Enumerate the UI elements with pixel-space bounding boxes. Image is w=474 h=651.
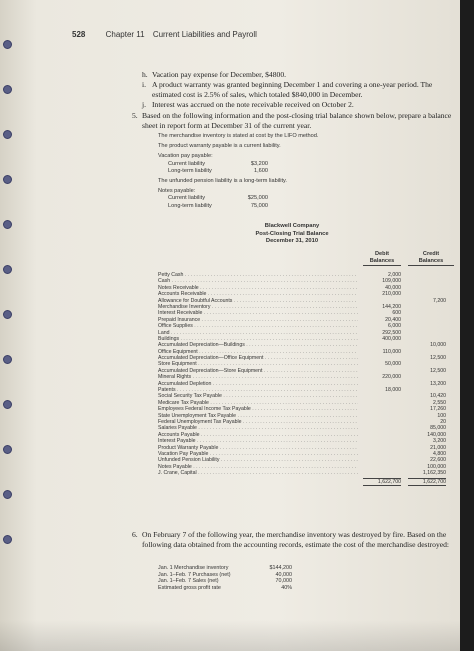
account-name: Land . . .: [158, 330, 358, 336]
credit-amount: 12,500: [430, 367, 446, 374]
list-item: Current liability $3,200: [168, 160, 268, 167]
debit-amount: 600: [392, 310, 401, 317]
account-name: Social Security Tax Payable . . .: [158, 393, 358, 399]
binder-ring: [3, 130, 12, 139]
binder-ring: [3, 220, 12, 229]
account-name: Cash . . .: [158, 278, 358, 284]
account-name: Store Equipment . . .: [158, 361, 358, 367]
binder-ring: [3, 535, 12, 544]
credit-amount: 17,260: [430, 406, 446, 413]
account-name: Mineral Rights . . .: [158, 374, 358, 380]
credit-amount: 22,600: [430, 457, 446, 464]
account-name: Buildings . . .: [158, 336, 358, 342]
account-name: Employees Federal Income Tax Payable . . .: [158, 406, 358, 412]
list-item: i. A product warranty was granted beginning December 1 and covering a one-year period. The estimated cost is 2.5% of sales, which totaled $840,000 in December.: [142, 80, 433, 99]
binder-ring: [3, 85, 12, 94]
account-name: Office Supplies . . .: [158, 323, 358, 329]
credit-amount: 7,200: [433, 297, 446, 304]
account-name: Office Equipment . . .: [158, 349, 358, 355]
account-name: Merchandise Inventory . . .: [158, 304, 358, 310]
debit-amount: 400,000: [382, 335, 401, 342]
total-debit: 1,622,700: [363, 478, 401, 486]
credit-amount: 20: [440, 418, 446, 425]
account-name: Accumulated Depreciation—Office Equipment . . .: [158, 355, 358, 361]
credit-amount: 85,000: [430, 425, 446, 432]
debit-amount: 210,000: [382, 291, 401, 298]
debit-amount: 50,000: [385, 361, 401, 368]
debit-amount: 40,000: [385, 284, 401, 291]
binder-ring: [3, 400, 12, 409]
problem-text: On February 7 of the following year, the merchandise inventory was destroyed by fire. Based on the following data obtained from the accounting records, estimate the cost of the merchandise destroyed:: [142, 530, 450, 549]
list-item: Jan. 1–Feb. 7 Purchases (net) 40,000: [158, 571, 292, 578]
account-name: Accumulated Depreciation—Store Equipment . . .: [158, 368, 358, 374]
vacation-heading: Vacation pay payable:: [158, 153, 213, 160]
table-row: [158, 470, 458, 476]
binder-rings: [3, 40, 17, 580]
page-header: [72, 30, 257, 39]
page-number: 528: [72, 30, 86, 39]
chapter-title: Current Liabilities and Payroll: [152, 30, 257, 39]
note: The merchandise inventory is stated at cost by the LIFO method.: [158, 133, 319, 139]
account-name: J. Crane, Capital . . .: [158, 470, 358, 476]
account-name: Accounts Receivable . . .: [158, 291, 358, 297]
account-name: Salaries Payable . . .: [158, 425, 358, 431]
credit-amount: 10,420: [430, 393, 446, 400]
account-name: Medicare Tax Payable . . .: [158, 400, 358, 406]
statement-title: Post-Closing Trial Balance: [255, 230, 329, 237]
account-name: Accumulated Depreciation—Buildings . . .: [158, 342, 358, 348]
binder-ring: [3, 445, 12, 454]
problem-5: [132, 111, 460, 131]
account-name: Unfunded Pension Liability . . .: [158, 457, 358, 463]
problem-text: Based on the following information and the post-closing trial balance shown below, prepare a balance sheet in report form at December 31 of the current year.: [142, 111, 452, 130]
account-name: Notes Payable . . .: [158, 464, 358, 470]
account-name: Vacation Pay Payable . . .: [158, 451, 358, 457]
note: The product warranty payable is a current liability.: [158, 143, 281, 150]
debit-amount: 220,000: [382, 374, 401, 381]
binder-ring: [3, 40, 12, 49]
problem-number: 6.: [132, 530, 138, 539]
list-item: Jan. 1–Feb. 7 Sales (net) 70,000: [158, 578, 292, 585]
credit-amount: 140,000: [427, 431, 446, 438]
statement-date: December 31, 2010: [265, 238, 319, 245]
trial-balance-table: [158, 272, 458, 484]
account-name: Petty Cash . . .: [158, 272, 358, 278]
binder-ring: [3, 175, 12, 184]
list-item: Long-term liability 75,000: [168, 202, 268, 209]
debit-amount: 6,000: [388, 323, 401, 330]
total-row: [158, 478, 458, 484]
credit-amount: 4,800: [433, 450, 446, 457]
credit-amount: 100: [437, 412, 446, 419]
company-name: Blackwell Company: [264, 223, 320, 229]
account-name: Prepaid Insurance . . .: [158, 317, 358, 323]
credit-amount: 1,162,350: [422, 470, 446, 477]
binder-ring: [3, 310, 12, 319]
binder-ring: [3, 265, 12, 274]
binder-ring: [3, 490, 12, 499]
fire-loss-data: [158, 565, 298, 591]
debit-amount: 109,000: [382, 278, 401, 285]
problem-5-notes: [158, 133, 418, 210]
credit-amount: 3,200: [433, 438, 446, 445]
list-item: Long-term liability 1,600: [168, 167, 268, 174]
debit-amount: 20,400: [385, 316, 401, 323]
account-name: Allowance for Doubtful Accounts . . .: [158, 298, 358, 304]
credit-column-header: Credit Balances: [408, 251, 454, 266]
credit-amount: 100,000: [427, 463, 446, 470]
note: The unfunded pension liability is a long-term liability.: [158, 178, 287, 185]
list-item: Current liability $25,000: [168, 195, 268, 202]
debit-amount: 144,200: [382, 303, 401, 310]
debit-amount: 292,500: [382, 329, 401, 336]
account-name: Notes Receivable . . .: [158, 285, 358, 291]
page-shadow: [0, 620, 460, 651]
total-credit: 1,622,700: [408, 478, 446, 486]
credit-amount: 10,000: [430, 342, 446, 349]
account-name: Product Warranty Payable . . .: [158, 445, 358, 451]
notes-payable-heading: Notes payable:: [158, 188, 196, 195]
list-item: j. Interest was accrued on the note receivable received on October 2.: [142, 100, 354, 109]
chapter-label: Chapter 11: [105, 30, 145, 39]
debit-amount: 18,000: [385, 387, 401, 394]
credit-amount: 2,550: [433, 399, 446, 406]
list-item: Jan. 1 Merchandise inventory $144,200: [158, 565, 292, 571]
trial-balance-title: [142, 223, 442, 246]
debit-column-header: Debit Balances: [363, 251, 401, 266]
binder-ring: [3, 355, 12, 364]
items-top: [142, 70, 460, 110]
account-name: Interest Receivable . . .: [158, 310, 358, 316]
problem-number: 5.: [132, 111, 138, 120]
list-item: h. Vacation pay expense for December, $4800.: [142, 70, 287, 79]
account-name: State Unemployment Tax Payable . . .: [158, 413, 358, 419]
account-name: Interest Payable . . .: [158, 438, 358, 444]
credit-amount: 13,200: [430, 380, 446, 387]
debit-amount: 110,000: [382, 348, 401, 355]
problem-6: [132, 530, 460, 550]
account-name: Patents . . .: [158, 387, 358, 393]
credit-amount: 21,000: [430, 444, 446, 451]
credit-amount: 12,500: [430, 355, 446, 362]
debit-amount: 2,000: [388, 272, 401, 278]
account-name: Federal Unemployment Tax Payable . . .: [158, 419, 358, 425]
account-name: Accounts Payable . . .: [158, 432, 358, 438]
list-item: Estimated gross profit rate 40%: [158, 584, 292, 591]
account-name: Accumulated Depletion . . .: [158, 381, 358, 387]
